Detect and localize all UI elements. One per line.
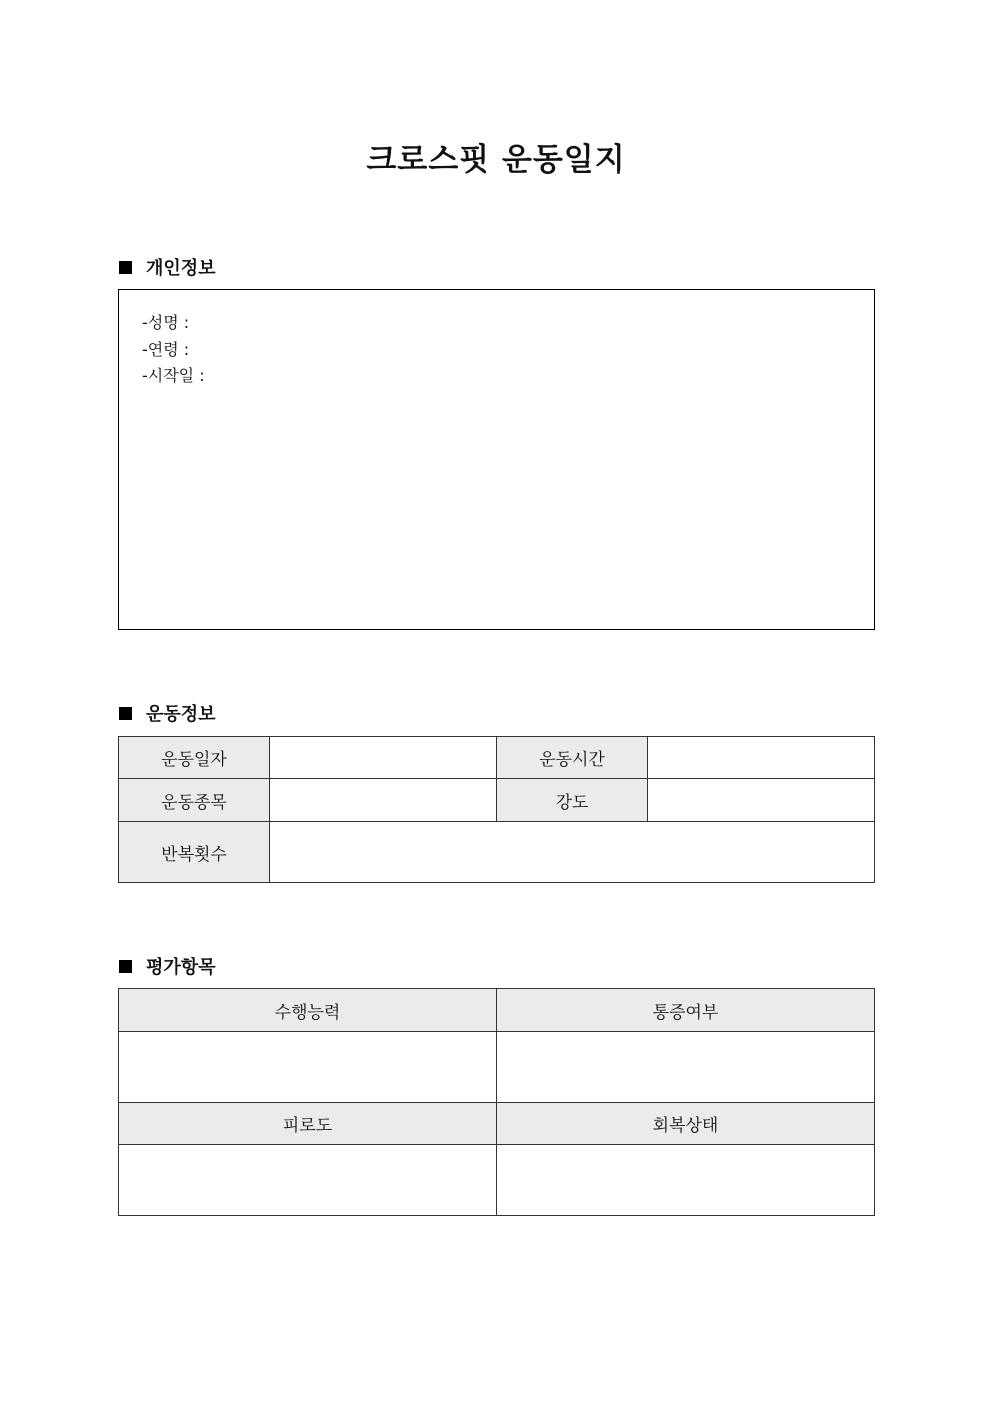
- pain-label: 통증여부: [497, 989, 875, 1032]
- fatigue-field[interactable]: [119, 1145, 497, 1216]
- section-heading-exercise: [119, 700, 216, 726]
- exercise-type-label: 운동종목: [119, 779, 270, 822]
- evaluation-table: [118, 988, 875, 1216]
- table-row: [119, 779, 875, 822]
- table-row: [119, 1103, 875, 1145]
- table-row: [119, 989, 875, 1032]
- table-row: [119, 737, 875, 779]
- age-line: -연령 :: [142, 339, 190, 359]
- recovery-label: 회복상태: [497, 1103, 875, 1145]
- pain-field[interactable]: [497, 1032, 875, 1103]
- exercise-date-label: 운동일자: [119, 737, 270, 779]
- page-title: 크로스핏 운동일지: [366, 142, 626, 178]
- exercise-time-field[interactable]: [648, 737, 875, 779]
- performance-field[interactable]: [119, 1032, 497, 1103]
- name-line: -성명 :: [142, 313, 190, 332]
- square-bullet-icon: [119, 960, 132, 973]
- section-heading-personal-label: 개인정보: [146, 258, 216, 279]
- fatigue-label: 피로도: [119, 1103, 497, 1145]
- personal-info-box: [118, 289, 875, 630]
- exercise-date-field[interactable]: [270, 737, 497, 779]
- exercise-type-field[interactable]: [270, 779, 497, 822]
- table-row: [119, 1145, 875, 1216]
- section-heading-evaluation-label: 평가항목: [146, 957, 216, 978]
- recovery-field[interactable]: [497, 1145, 875, 1216]
- intensity-label: 강도: [497, 779, 648, 822]
- performance-label: 수행능력: [119, 989, 497, 1032]
- intensity-field[interactable]: [648, 779, 875, 822]
- section-heading-personal: [119, 254, 216, 280]
- exercise-info-table: [118, 736, 875, 883]
- start-date-line: -시작일 :: [142, 366, 205, 385]
- square-bullet-icon: [119, 707, 132, 720]
- table-row: [119, 1032, 875, 1103]
- personal-info-lines: [142, 310, 205, 390]
- reps-field[interactable]: [270, 822, 875, 883]
- table-row: [119, 822, 875, 883]
- section-heading-evaluation: [119, 953, 216, 979]
- reps-label: 반복횟수: [119, 822, 270, 883]
- section-heading-exercise-label: 운동정보: [146, 704, 216, 725]
- square-bullet-icon: [119, 261, 132, 274]
- exercise-time-label: 운동시간: [497, 737, 648, 779]
